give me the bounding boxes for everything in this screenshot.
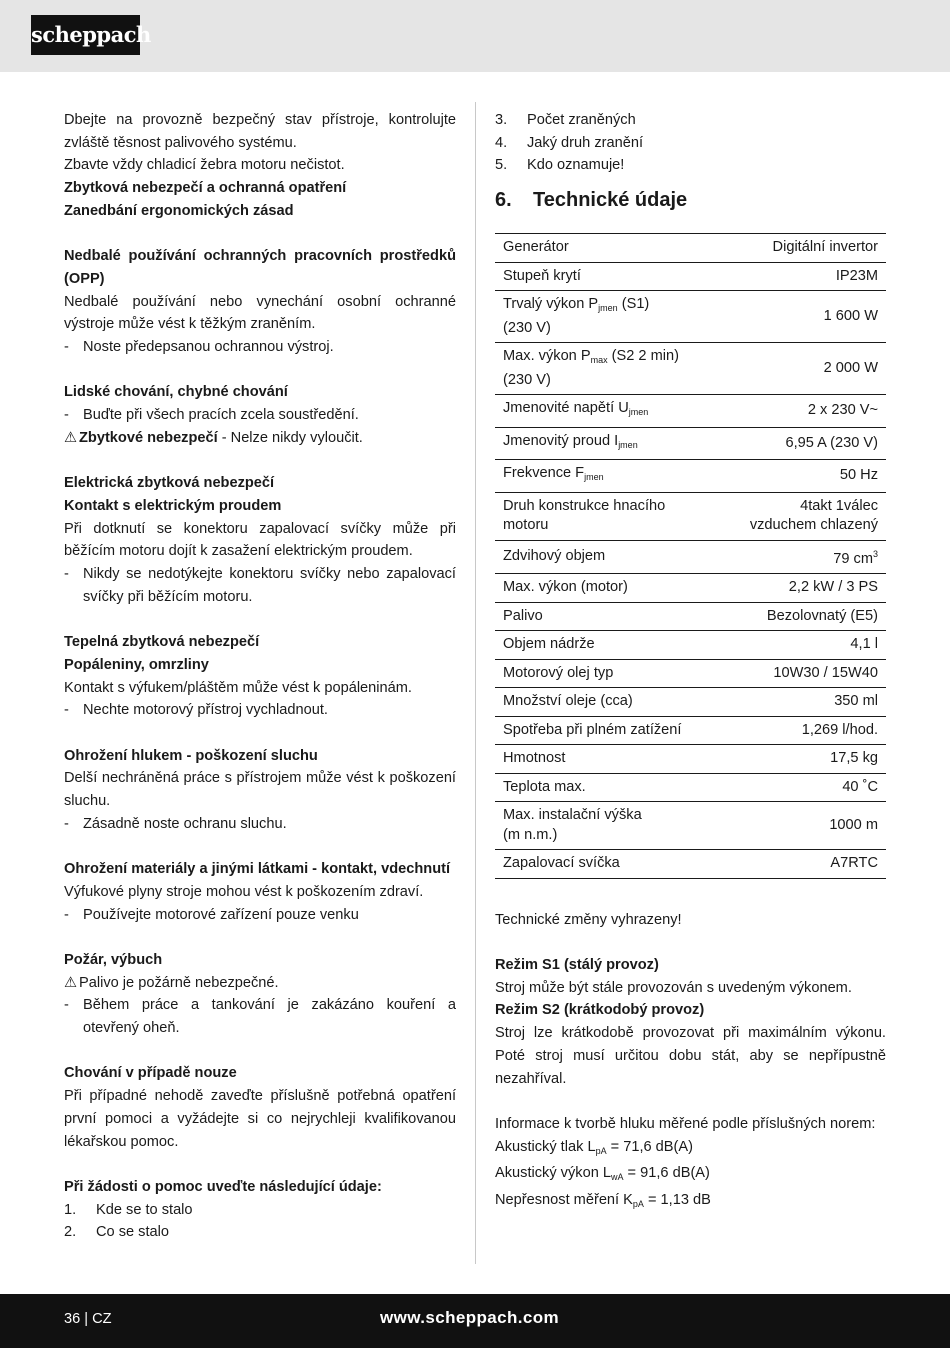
paragraph: Při dotknutí se konektoru zapalovací svíčky může při běžícím motoru dojít k zasažení elektrickým proudem. — [64, 520, 456, 560]
subheading: Ohrožení hlukem - poškození sluchu — [64, 747, 318, 764]
list-item: - Nechte motorový přístroj vychladnout. — [64, 702, 328, 719]
list-item: 3. Počet zraněných — [495, 112, 636, 128]
table-row: Frekvence $F_{jmen}$ 50 Hz — [495, 460, 886, 493]
table-row: Motorový olej typ 10W30 / 15W40 — [495, 659, 886, 688]
paragraph: Nedbalé používání nebo vynechání osobní ochranné výstroje může vést k těžkým zraněním. — [64, 293, 456, 333]
section-title: 6. Technické údaje — [495, 189, 688, 212]
list-item: 4. Jaký druh zranění — [495, 134, 644, 151]
paragraph: Delší nechráněná práce s přístrojem může vést k poškození sluchu. — [64, 770, 456, 810]
table-row: Množství oleje (cca) 350 ml — [495, 688, 886, 717]
paragraph: Stroj může být stále provozován s uvedeným výkonem. — [495, 979, 852, 996]
list-item: 2. Co se stalo — [64, 1224, 170, 1241]
paragraph: Dbejte na provozně bezpečný stav přístroje, kontrolujte zvláště těsnost palivového systému. — [64, 112, 456, 151]
subheading: Při žádosti o pomoc uveďte následující údaje: — [64, 1178, 382, 1195]
table-row: Teplota max. 40 ˚C — [495, 773, 886, 802]
table-row: Jmenovitý proud $I_{jmen}$ 6,95 A (230 V) — [495, 427, 886, 460]
warning-line: ⚠ Zbytkové nebezpečí - Nelze nikdy vyloučit. — [64, 427, 456, 450]
table-row: Trvalý výkon $P_{jmen}$ (S1) (230 V) 1 600 W — [495, 291, 886, 343]
right-column — [495, 109, 886, 1216]
paragraph: Informace k tvorbě hluku měřené podle příslušných norem: — [495, 1115, 876, 1132]
spec-table — [495, 233, 886, 879]
list-item: - Během práce a tankování je zakázáno kouření a otevřený oheň. — [64, 997, 456, 1037]
paragraph: Při případné nehodě zaveďte příslušně potřebná opatření první pomoci a vyžádejte si co nejrychleji kvalifikovanou lékařskou pomoc. — [64, 1088, 456, 1150]
subheading: Ohrožení materiály a jinými látkami - kontakt, vdechnutí — [64, 861, 451, 878]
list-item: 5. Kdo oznamuje! — [495, 157, 625, 174]
page-footer — [0, 1294, 950, 1348]
table-row: Max. výkon (motor) 2,2 kW / 3 PS — [495, 574, 886, 603]
paragraph: Výfukové plyny stroje mohou vést k poškozením zdraví. — [64, 883, 424, 900]
left-column — [64, 109, 456, 1244]
warning-icon: ⚠ — [64, 974, 78, 991]
subheading: Režim S1 (stálý provoz) — [495, 957, 659, 973]
list-item: - Buďte při všech pracích zcela soustředění. — [64, 407, 359, 424]
list-item: - Noste předepsanou ochrannou výstroj. — [64, 339, 334, 356]
table-row: Palivo Bezolovnatý (E5) — [495, 602, 886, 631]
page-number: 36 | CZ — [64, 1311, 112, 1327]
subheading: Nedbalé používání ochranných pracovních prostředků (OPP) — [64, 248, 456, 287]
subheading: Chování v případě nouze — [64, 1065, 237, 1082]
table-row: Zdvihový objem 79 $cm^3$ — [495, 540, 886, 574]
table-row: Max. výkon $P_{max}$ (S2 2 min) (230 V) 2 000 W — [495, 343, 886, 395]
table-row: Stupeň krytí IP23M — [495, 262, 886, 291]
subheading: Elektrická zbytková nebezpečí — [64, 475, 275, 492]
subheading: Popáleniny, omrzliny — [64, 656, 209, 673]
paragraph: Technické změny vyhrazeny! — [495, 911, 682, 928]
subheading: Režim S2 (krátkodobý provoz) — [495, 1002, 705, 1019]
list-item: - Zásadně noste ochranu sluchu. — [64, 815, 287, 832]
subheading: Zanedbání ergonomických zásad — [64, 202, 294, 219]
table-row: Max. instalační výška (m n.m.) 1000 m — [495, 802, 886, 850]
measurement-line: Nepřesnost měření $K_{pA} = 1,13$ dB — [495, 1192, 711, 1210]
paragraph: Kontakt s výfukem/pláštěm může vést k popáleninám. — [64, 679, 412, 696]
list-item: - Používejte motorové zařízení pouze venku — [64, 906, 359, 923]
scheppach-logo: scheppach — [31, 15, 140, 55]
paragraph: Zbavte vždy chladicí žebra motoru nečistot. — [64, 157, 345, 174]
website-link[interactable]: www.scheppach.com — [380, 1308, 560, 1327]
table-row: Hmotnost 17,5 kg — [495, 745, 886, 774]
column-divider — [475, 102, 476, 1264]
table-row: Objem nádrže 4,1 l — [495, 631, 886, 660]
subheading: Kontakt s elektrickým proudem — [64, 497, 282, 514]
subheading: Požár, výbuch — [64, 951, 163, 968]
list-item: 1. Kde se to stalo — [64, 1201, 193, 1218]
table-row: Zapalovací svíčka A7RTC — [495, 850, 886, 879]
table-row: Jmenovité napětí $U_{jmen}$ 2 x 230 V~ — [495, 395, 886, 428]
subheading: Lidské chování, chybné chování — [64, 384, 288, 401]
page-header — [0, 0, 950, 72]
table-row: Generátor Digitální invertor — [495, 234, 886, 263]
list-item: - Nikdy se nedotýkejte konektoru svíčky nebo zapalovací svíčky při běžícím motoru. — [64, 566, 456, 605]
measurement-line: Akustický tlak $L_{pA} = 71,6$ dB(A) — [495, 1138, 693, 1156]
table-row: Druh konstrukce hnacího motoru 4takt 1válec vzduchem chlazený — [495, 492, 886, 540]
paragraph: Stroj lze krátkodobě provozovat při maximálním výkonu. Poté stroj musí určitou dobu stát, aby se nepřípustně nezahříval. — [495, 1025, 886, 1087]
measurement-line: Akustický výkon $L_{wA} = 91,6$ dB(A) — [495, 1165, 710, 1183]
subheading: Tepelná zbytková nebezpečí — [64, 634, 260, 651]
warning-icon: ⚠ — [64, 429, 78, 446]
warning-line: ⚠ Palivo je požárně nebezpečné. — [64, 972, 456, 995]
section-heading: Zbytková nebezpečí a ochranná opatření — [64, 180, 347, 197]
table-row: Spotřeba při plném zatížení 1,269 l/hod. — [495, 716, 886, 745]
